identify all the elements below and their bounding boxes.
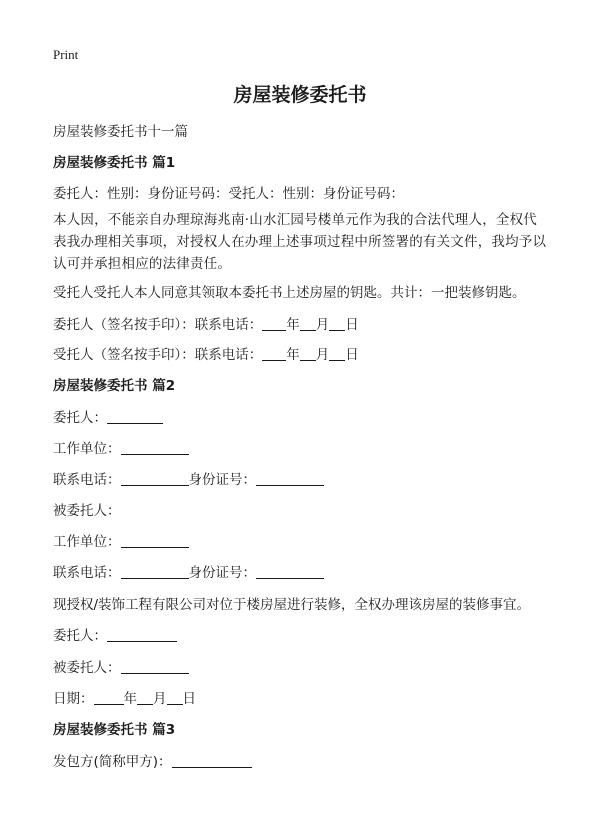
year-blank[interactable] <box>262 316 286 331</box>
day-label: 日 <box>182 691 196 707</box>
day-label: 日 <box>345 347 359 363</box>
trustee-signature-label: 受托人（签名按手印）：联系电话： <box>53 347 263 363</box>
client-signature-label: 委托人（签名按手印）：联系电话： <box>53 317 263 333</box>
day-label: 日 <box>345 317 359 333</box>
year-blank[interactable] <box>94 690 124 705</box>
client-sign-line <box>53 624 177 644</box>
section1-authorization-paragraph: 本人因，不能亲自办理琼海兆南·山水汇园号楼单元作为我的合法代理人，全权代表我办理相关事项，对授权人在办理上述事项过程中所签署的有关文件，我均予以认可并承担相应的法律责任。 <box>53 212 547 272</box>
client-label: 委托人： <box>53 410 107 426</box>
trustee-sign-blank[interactable] <box>121 659 189 674</box>
contractor-line <box>53 750 252 770</box>
section1-trustee-signature-line <box>53 343 359 363</box>
client-sign-blank[interactable] <box>107 627 177 642</box>
day-blank[interactable] <box>329 346 345 361</box>
section2-heading: 房屋装修委托书 篇2 <box>53 378 176 394</box>
day-blank[interactable] <box>329 316 345 331</box>
work-unit-label-2: 工作单位： <box>53 534 121 550</box>
month-blank[interactable] <box>300 316 316 331</box>
contractor-label: 发包方(简称甲方)： <box>53 754 172 770</box>
work-unit-label: 工作单位： <box>53 441 121 457</box>
year-label: 年 <box>286 317 300 333</box>
contractor-blank[interactable] <box>172 753 252 768</box>
work-unit-blank-2[interactable] <box>121 533 189 548</box>
document-subtitle: 房屋装修委托书十一篇 <box>53 124 188 140</box>
day-blank[interactable] <box>167 690 183 705</box>
month-blank[interactable] <box>137 690 153 705</box>
work-unit-line <box>53 437 189 457</box>
month-label: 月 <box>315 317 330 333</box>
work-unit-line-2 <box>53 530 189 550</box>
section1-key-paragraph: 受托人受托人本人同意其领取本委托书上述房屋的钥匙。共计：一把装修钥匙。 <box>53 285 526 301</box>
id-blank-2[interactable] <box>256 564 324 579</box>
date-line <box>53 687 196 707</box>
month-label: 月 <box>315 347 330 363</box>
section3-heading: 房屋装修委托书 篇3 <box>53 722 176 738</box>
print-label[interactable]: Print <box>53 47 79 62</box>
authorization-statement: 现授权/装饰工程有限公司对位于楼房屋进行装修，全权办理该房屋的装修事宜。 <box>53 597 531 613</box>
trustee-sign-label: 被委托人： <box>53 660 121 676</box>
work-unit-blank[interactable] <box>121 440 189 455</box>
phone-label-2: 联系电话： <box>53 565 121 581</box>
year-label: 年 <box>123 691 137 707</box>
id-blank[interactable] <box>256 471 324 486</box>
client-line <box>53 406 163 426</box>
year-label: 年 <box>286 347 300 363</box>
section1-heading: 房屋装修委托书 篇1 <box>53 155 176 171</box>
trustee-sign-line <box>53 656 189 676</box>
section1-parties-line: 委托人：性别：身份证号码：受托人：性别：身份证号码： <box>53 186 404 202</box>
year-blank[interactable] <box>262 346 286 361</box>
phone-blank[interactable] <box>121 471 189 486</box>
client-sign-label: 委托人： <box>53 628 107 644</box>
phone-label: 联系电话： <box>53 472 121 488</box>
id-label: 身份证号： <box>188 472 256 488</box>
document-title: 房屋装修委托书 <box>233 84 367 106</box>
trustee-line: 被委托人： <box>53 503 121 519</box>
month-label: 月 <box>153 691 167 707</box>
id-label-2: 身份证号： <box>188 565 256 581</box>
phone-blank-2[interactable] <box>121 564 189 579</box>
section1-client-signature-line <box>53 313 359 333</box>
phone-id-line-2 <box>53 561 324 581</box>
client-blank[interactable] <box>107 409 163 424</box>
month-blank[interactable] <box>300 346 316 361</box>
phone-id-line <box>53 468 324 488</box>
date-label: 日期： <box>53 691 94 707</box>
